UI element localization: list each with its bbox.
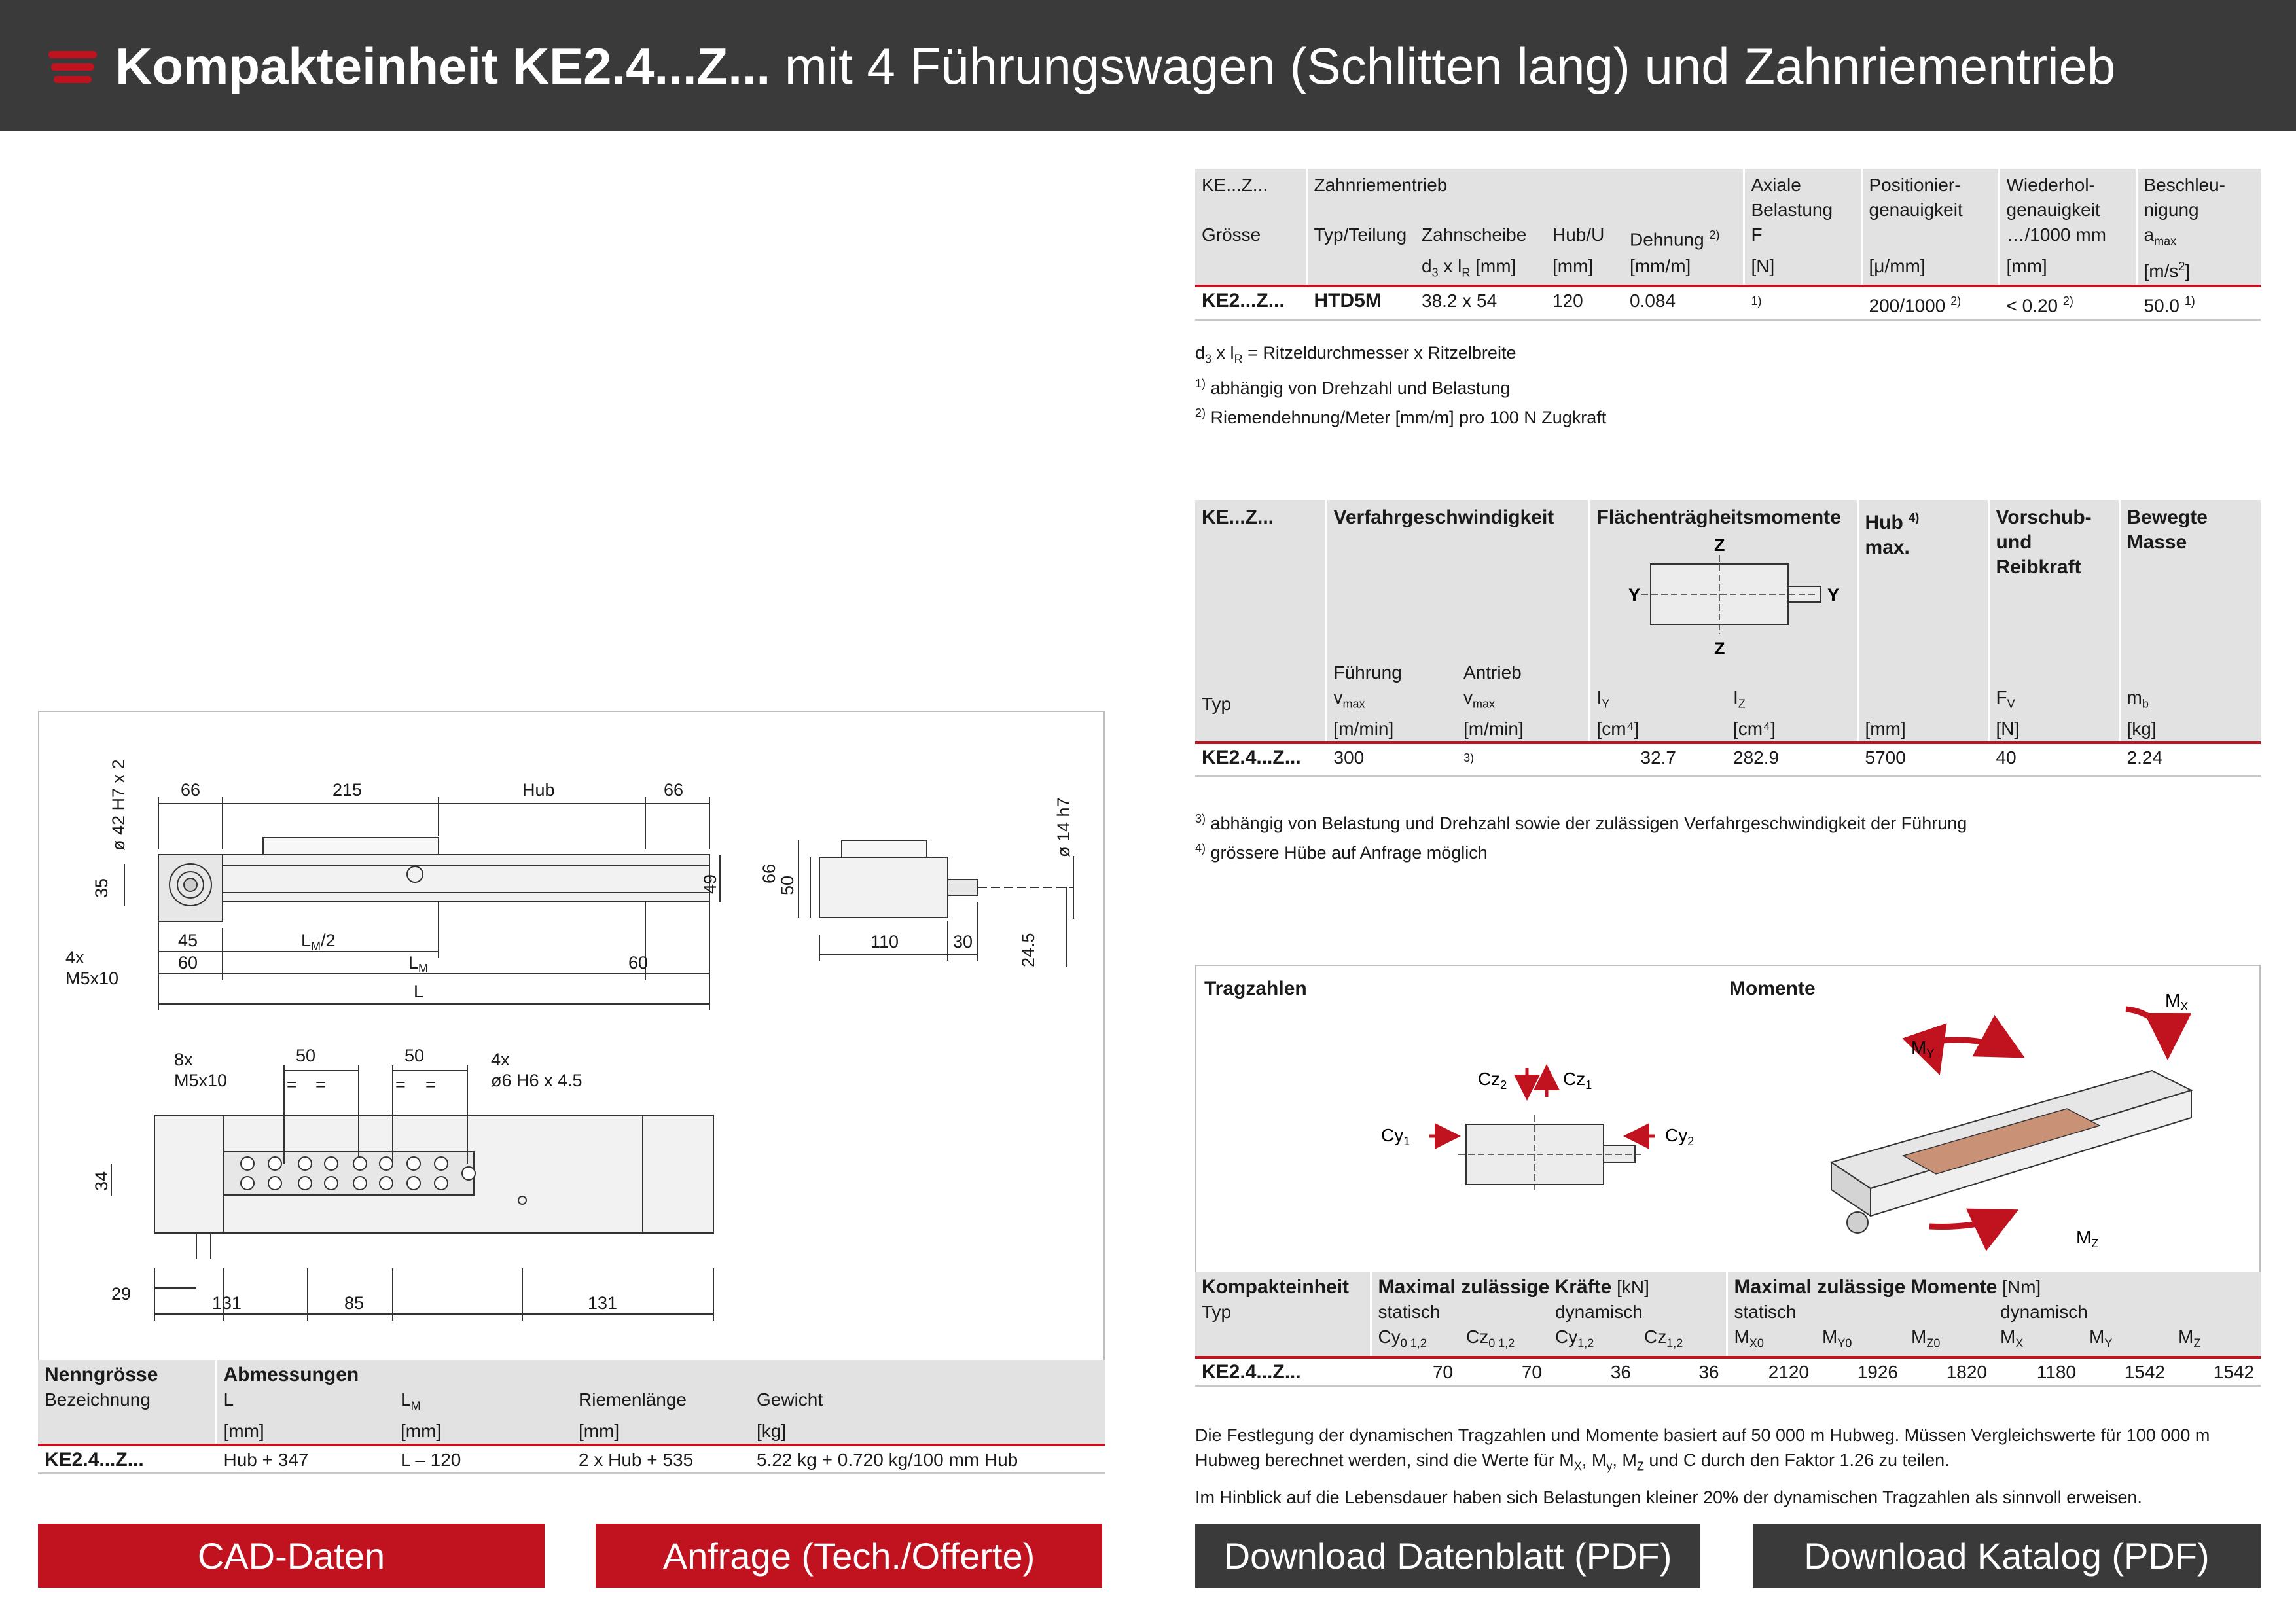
dim-66-left: 66 <box>181 780 201 800</box>
dim-m5x10: M5x10 <box>65 969 119 988</box>
load-diagram <box>1196 966 2259 1274</box>
dim-lm-half: $L_M/2$ <box>301 931 336 953</box>
download-catalog-button[interactable]: Download Katalog (PDF) <box>1753 1524 2261 1588</box>
hdr-axial-load: Axiale Belastung <box>1744 169 1861 223</box>
technical-drawing-panel <box>38 711 1105 1361</box>
dim-35: 35 <box>92 878 111 898</box>
performance-spec-table: KE...Z... Verfahrgeschwindigkeit Flächenträgheitsmomente Z Z Y Y Hub $^{4)}$ max. Vorschub- und Reibkraft Bewegte Masse Typ Führung $v_{max}$ Antrieb $v_{max}$ $I_Y$ $I_Z$ $F_V$ $m_b$ [m/min] [m/min] [cm⁴] [cm⁴] [mm] [N] [kg] KE2.4...Z... 300 $^{3)}$ 32.7 282.9 5700 40 2.24 <box>1195 500 2261 777</box>
table-row: KE2...Z... HTD5M 38.2 x 54 120 0.084 $^{1)}$ 200/1000 $^{2)}$ < 0.20 $^{2)}$ 50.0 $^{1)}$ <box>1195 286 2261 319</box>
label-momente: Momente <box>1729 978 1816 999</box>
axis-z-top: Z <box>1713 535 1725 555</box>
label-mz: $M_Z$ <box>2076 1227 2099 1250</box>
dim-8x: 8x <box>174 1050 193 1069</box>
label-cy1: $Cy_1$ <box>1381 1125 1410 1148</box>
unit-pulley: $d_3$ x $l_R$ [mm] <box>1415 254 1546 287</box>
dim-50-side: 50 <box>778 875 797 895</box>
dim-131-right: 131 <box>588 1293 618 1313</box>
moments-diagram <box>1831 990 2191 1250</box>
hdr-size: KE...Z... <box>1195 169 1306 223</box>
unit-stretch: [mm/m] <box>1623 254 1744 287</box>
dim-131-left: 131 <box>212 1293 242 1313</box>
dim-lm: $L_M$ <box>408 953 429 975</box>
eq-1: = <box>287 1075 297 1094</box>
unit-rep: [mm] <box>1999 254 2136 287</box>
hdr-dimensions: Abmessungen <box>216 1360 1105 1387</box>
brand-stripes-icon <box>48 51 97 84</box>
label-tragzahlen: Tragzahlen <box>1204 978 1307 999</box>
footnotes-belt: $d_3$ x $l_R$ = Ritzeldurchmesser x Ritzelbreite $^{1)}$ abhängig von Drehzahl und Belastung $^{2)}$ Riemendehnung/Meter [mm/m] pro 100 N Zugkraft <box>1195 343 1607 428</box>
dim-215: 215 <box>332 780 363 800</box>
sub-iz: $I_Z$ <box>1727 660 1857 717</box>
dim-85: 85 <box>344 1293 365 1313</box>
sub-rep: …/1000 mm <box>1999 223 2136 254</box>
sub-stretch: Dehnung $^{2)}$ <box>1623 223 1744 254</box>
sub-iy: $I_Y$ <box>1589 660 1727 717</box>
hdr-acceleration: Beschleu- nigung <box>2136 169 2261 223</box>
label-mx: $M_X$ <box>2165 990 2189 1013</box>
dimension-drawing <box>39 712 1103 1363</box>
dim-60-left: 60 <box>178 953 198 972</box>
table-row: KE2.4...Z... Hub + 347 L – 120 2 x Hub + 535 5.22 kg + 0.720 kg/100 mm Hub <box>38 1445 1105 1474</box>
hdr-nominal-size: Nenngrösse <box>38 1360 216 1387</box>
hdr-moments: Maximal zulässige Momente [Nm] <box>1727 1272 2261 1300</box>
load-case-diagram <box>1381 1068 1694 1194</box>
sub-pulley: Zahnscheibe <box>1415 223 1546 254</box>
sub-guide: Führung $v_{max}$ <box>1326 660 1457 717</box>
axis-y-left: Y <box>1628 585 1640 605</box>
dim-110: 110 <box>870 932 899 952</box>
dim-24-5: 24.5 <box>1018 933 1038 967</box>
sub-pos <box>1861 223 1999 254</box>
dim-14h7: ø 14 h7 <box>1054 797 1073 857</box>
dim-34: 34 <box>92 1171 111 1191</box>
table-row: KE2.4...Z... 300 $^{3)}$ 32.7 282.9 5700 40 2.24 <box>1195 743 2261 776</box>
axis-z-bottom: Z <box>1713 639 1725 657</box>
hdr-feed-force: Vorschub- und Reibkraft <box>1988 500 2119 660</box>
hdr-belt-drive: Zahnriementrieb <box>1306 169 1744 223</box>
dim-6h6: ø6 H6 x 4.5 <box>491 1071 583 1090</box>
eq-4: = <box>425 1075 436 1094</box>
dim-66-right: 66 <box>664 780 684 800</box>
hdr-moved-mass: Bewegte Masse <box>2119 500 2261 660</box>
label-cy2: $Cy_2$ <box>1665 1125 1695 1148</box>
label-cz2: $Cz_2$ <box>1478 1069 1507 1092</box>
dimensions-table: Nenngrösse Abmessungen Bezeichnung L $L_M$ Riemenlänge Gewicht [mm] [mm] [mm] [kg] KE2.4...Z... Hub + 347 L – 120 2 x Hub + 535 5.22 kg + 0.720 kg/100 mm Hub <box>38 1360 1105 1474</box>
sub-stroke: Hub/U <box>1546 223 1623 254</box>
dim-m5x10-top: M5x10 <box>174 1071 228 1090</box>
belt-drive-spec-table <box>1195 169 2261 321</box>
dim-49: 49 <box>700 874 720 894</box>
inquiry-button[interactable]: Anfrage (Tech./Offerte) <box>596 1524 1102 1588</box>
dim-45: 45 <box>178 931 198 950</box>
unit-acc: $[m/s^2]$ <box>2136 254 2261 287</box>
sub-acc: $a_{max}$ <box>2136 223 2261 254</box>
hdr-speed: Verfahrgeschwindigkeit <box>1326 500 1589 660</box>
cross-section-icon <box>1590 533 1852 657</box>
footnotes-load: Die Festlegung der dynamischen Tragzahlen und Momente basiert auf 50 000 m Hubweg. Müssen Vergleichswerte für 100 000 m Hubweg berechnet werden, sind die Werte für $M_X$, $M_y$, $M_Z$ und C durch den Faktor 1.26 zu teilen. Im Hinblick auf die Lebensdauer haben sich Belastungen kleiner 20% der dynamischen Tragzahlen als sinnvoll erweisen. <box>1195 1425 2210 1508</box>
hdr-inertia: Flächenträgheitsmomente Z Z Y Y <box>1589 500 1857 660</box>
sub-size: Grösse <box>1195 223 1306 254</box>
dim-66-side: 66 <box>759 863 779 883</box>
load-ratings-panel <box>1195 965 2261 1275</box>
page-header <box>0 0 2296 131</box>
hdr-unit: Kompakteinheit <box>1195 1272 1371 1300</box>
dim-50-a: 50 <box>296 1046 316 1065</box>
dim-50-b: 50 <box>404 1046 425 1065</box>
footnotes-performance: $^{3)}$ abhängig von Belastung und Drehzahl sowie der zulässigen Verfahrgeschwindigkeit der Führung $^{4)}$ grössere Hübe auf Anfrage möglich <box>1195 812 1967 863</box>
dim-4x-top: 4x <box>491 1050 510 1069</box>
unit-pos: [μ/mm] <box>1861 254 1999 287</box>
dim-29: 29 <box>111 1284 132 1304</box>
sub-type: Typ/Teilung <box>1306 223 1415 254</box>
table-row: KE2.4...Z... 70 70 36 36 2120 1926 1820 1180 1542 1542 <box>1195 1357 2261 1386</box>
dim-hub: Hub <box>522 780 555 800</box>
label-my: $M_Y$ <box>1911 1037 1935 1060</box>
eq-2: = <box>315 1075 326 1094</box>
cad-data-button[interactable]: CAD-Daten <box>38 1524 545 1588</box>
axis-y-right: Y <box>1827 585 1839 605</box>
sub-drive: Antrieb $v_{max}$ <box>1457 660 1589 717</box>
label-cz1: $Cz_1$ <box>1563 1069 1592 1092</box>
dim-42h7: ø 42 H7 x 2 <box>109 759 128 851</box>
dim-l: L <box>414 982 424 1001</box>
sub-force: F <box>1744 223 1861 254</box>
hdr-positioning: Positionier- genauigkeit <box>1861 169 1999 223</box>
dim-60-right: 60 <box>628 953 649 972</box>
page-title: Kompakteinheit KE2.4...Z... mit 4 Führungswagen (Schlitten lang) und Zahnriementrieb <box>115 37 2116 95</box>
sub-mb: $m_b$ <box>2119 660 2261 717</box>
sub-type: Typ <box>1195 660 1326 717</box>
load-ratings-table: Kompakteinheit Maximal zulässige Kräfte [kN] Maximal zulässige Momente [Nm] Typ statisch dynamisch statisch dynamisch $Cy_{0 1,2}$ $Cz_{0 1,2}$ $Cy_{1,2}$ $Cz_{1,2}$ $M_{X0}$ $M_{Y0}$ $M_{Z0}$ $M_X$ $M_Y$ $M_Z$ KE2.4...Z... 70 70 36 36 2120 1926 1820 1180 1542 1542 <box>1195 1272 2261 1387</box>
unit-force: [N] <box>1744 254 1861 287</box>
hdr-forces: Maximal zulässige Kräfte [kN] <box>1371 1272 1727 1300</box>
download-datasheet-button[interactable]: Download Datenblatt (PDF) <box>1195 1524 1700 1588</box>
hdr-stroke-max: Hub $^{4)}$ max. <box>1857 500 1988 660</box>
eq-3: = <box>395 1075 406 1094</box>
dim-4x: 4x <box>65 948 84 967</box>
hdr-size: KE...Z... <box>1195 500 1326 660</box>
sub-fv: $F_V$ <box>1988 660 2119 717</box>
unit-stroke: [mm] <box>1546 254 1623 287</box>
hdr-repeatability: Wiederhol- genauigkeit <box>1999 169 2136 223</box>
dim-30: 30 <box>953 932 973 952</box>
